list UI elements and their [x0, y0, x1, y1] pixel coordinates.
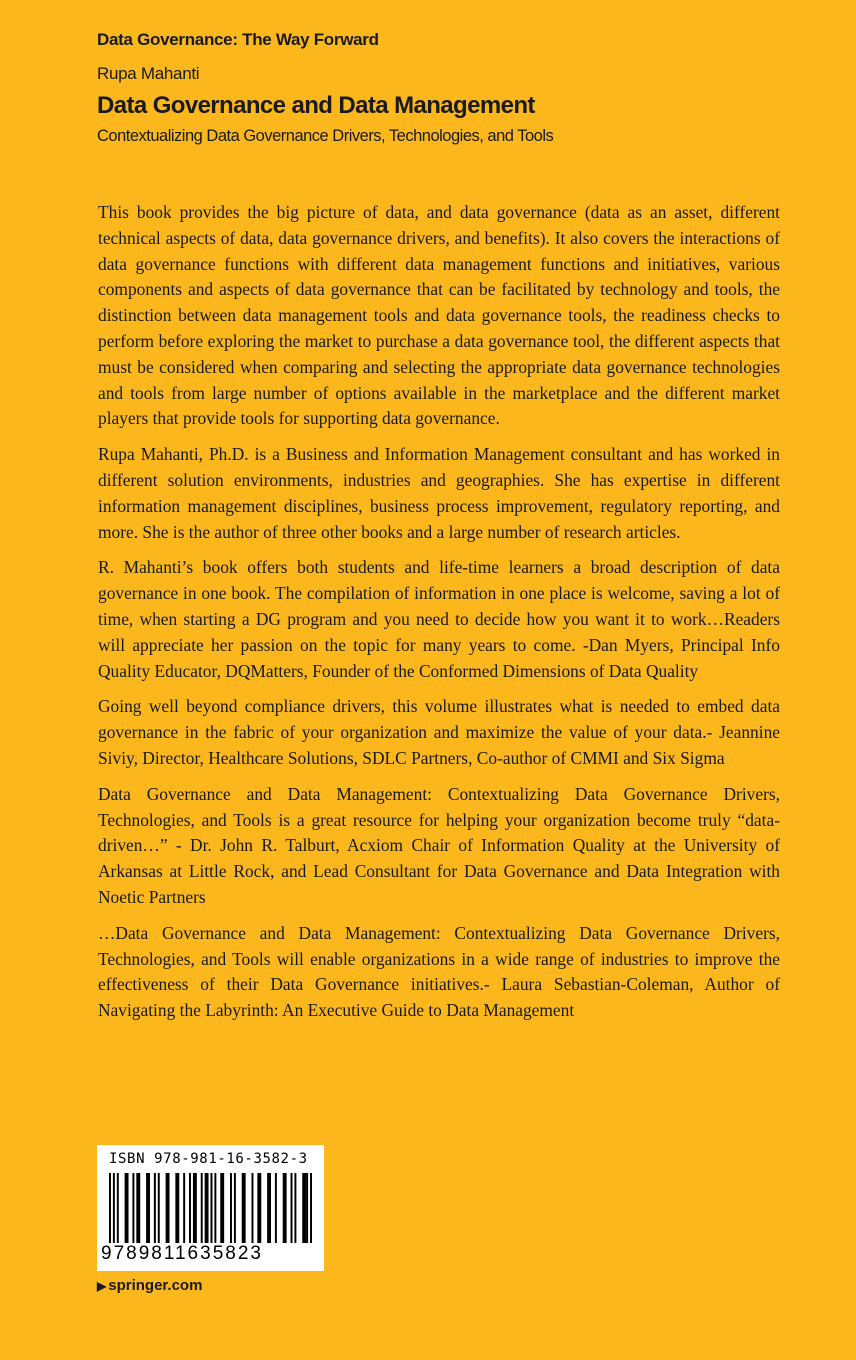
review-quote-myers: R. Mahanti’s book offers both students and life-time learners a broad description of data governance in one book. The compilation of information in one place is welcome, saving a lot of time, when starting a DG program and you need to decide how you want it to work…Readers will appreciate her passion on the topic for many years to come. -Dan Myers, Principal Info Quality Educator, DQMatters, Founder of the Conformed Dimensions of Data Quality: [98, 557, 780, 681]
barcode-bar: [220, 1173, 224, 1243]
book-subtitle: Contextualizing Data Governance Drivers, Technologies, and Tools: [97, 127, 554, 145]
barcode-bar: [310, 1173, 312, 1243]
barcode-bar: [132, 1173, 134, 1243]
barcode-digits: 9789811635823: [101, 1243, 263, 1264]
barcode-bar: [154, 1173, 156, 1243]
review-quote-siviy: Going well beyond compliance drivers, this volume illustrates what is needed to embed data governance in the fabric of your organization and maximize the value of your data.- Jeannine Siviy, Director, Healthcare Solutions, SDLC Partners, Co-author of CMMI and Six Sigma: [98, 696, 780, 768]
barcode-bar: [183, 1173, 185, 1243]
barcode-bar: [201, 1173, 203, 1243]
barcode-bar: [125, 1173, 129, 1243]
book-title: Data Governance and Data Management: [97, 92, 535, 119]
barcode-bar: [189, 1173, 191, 1243]
isbn-barcode-box: [97, 1145, 324, 1271]
isbn-label: ISBN 978-981-16-3582-3: [109, 1151, 308, 1167]
barcode-graphic: [107, 1173, 314, 1243]
barcode-bar: [267, 1173, 271, 1243]
author-name: Rupa Mahanti: [97, 64, 200, 83]
review-quote-talburt: Data Governance and Data Management: Contextualizing Data Governance Drivers, Technologies, and Tools is a great resource for helping your organization become truly “data-driven…” - Dr. John R. Talburt, Acxiom Chair of Information Quality at the University of Arkansas at Little Rock, and Lead Consultant for Data Governance and Data Integration with Noetic Partners: [98, 783, 780, 907]
barcode-bar: [205, 1173, 209, 1243]
review-quote-sebastian-coleman: …Data Governance and Data Management: Contextualizing Data Governance Drivers, Technologies, and Tools will enable organizations in a wide range of industries to improve the effectiveness of their Data Governance initiatives.- Laura Sebastian-Coleman, Author of Navigating the Labyrinth: An Executive Guide to Data Management: [98, 922, 780, 1021]
barcode-bar: [230, 1173, 232, 1243]
barcode-bar: [158, 1173, 160, 1243]
description-paragraph: This book provides the big picture of data, and data governance (data as an asset, different technical aspects of data, data governance drivers, and benefits). It also covers the interactions of data governance functions with different data management functions and initiatives, various components and aspects of data governance that can be facilitated by technology and tools, the distinction between data management tools and data governance tools, the readiness checks to perform before exploring the market to purchase a data governance tool, the different aspects that must be considered when comparing and selecting the appropriate data governance technologies and tools from large number of options available in the marketplace and the different market players that provide tools for supporting data governance.: [98, 202, 780, 429]
barcode-bar: [302, 1173, 306, 1243]
barcode-bar: [275, 1173, 277, 1243]
barcode-bar: [242, 1173, 246, 1243]
publisher-link[interactable]: [97, 1277, 202, 1294]
barcode-bar: [193, 1173, 197, 1243]
barcode-bar: [136, 1173, 140, 1243]
blurb: [98, 200, 780, 1034]
barcode-bar: [214, 1173, 216, 1243]
barcode-bar: [257, 1173, 261, 1243]
barcode-bar: [234, 1173, 236, 1243]
barcode-bar: [294, 1173, 296, 1243]
publisher-url: springer.com: [108, 1277, 203, 1294]
barcode-bar: [109, 1173, 111, 1243]
triangle-right-icon: ▶: [97, 1279, 107, 1293]
barcode-bar: [117, 1173, 119, 1243]
barcode-bar: [291, 1173, 293, 1243]
author-bio-paragraph: Rupa Mahanti, Ph.D. is a Business and Information Management consultant and has worked in different solution environments, industries and geographies. She has expertise in different information management disciplines, business process improvement, regulatory reporting, and more. She is the author of three other books and a large number of research articles.: [98, 444, 780, 542]
barcode-bar: [211, 1173, 213, 1243]
barcode-bar: [113, 1173, 115, 1243]
barcode-bar: [166, 1173, 170, 1243]
barcode-bar: [175, 1173, 179, 1243]
barcode-bar: [283, 1173, 287, 1243]
barcode-bar: [306, 1173, 308, 1243]
barcode-bar: [251, 1173, 253, 1243]
series-title: Data Governance: The Way Forward: [97, 30, 379, 49]
barcode-bar: [146, 1173, 150, 1243]
